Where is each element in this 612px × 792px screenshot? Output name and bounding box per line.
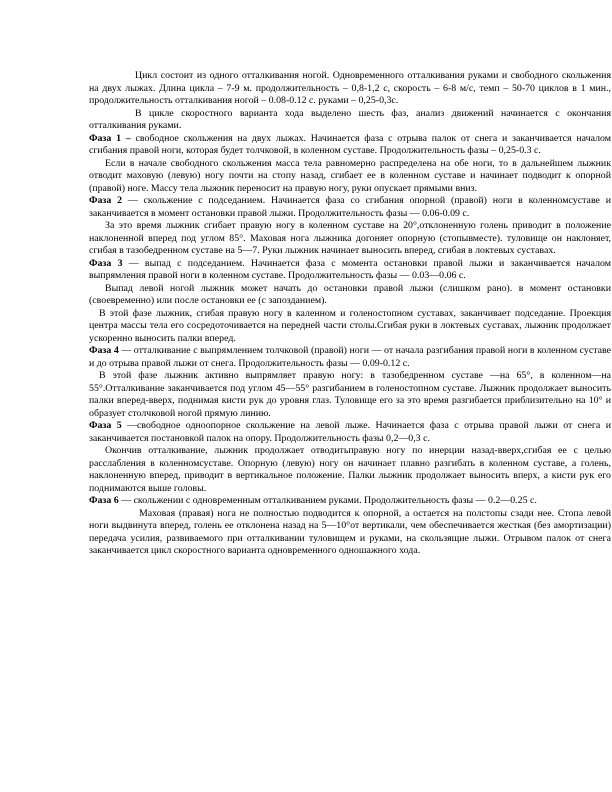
phase-4-description: В этой фазе лыжник активно выпрямляет правую ногу: в тазобедренном суставе —на 65°, в коленном—на 55°.Отталкивание заканчивается под углом 45—55° разгибанием в голеностопном суставе. Лыжник продолжает выносить палки вперед-вверх, поднимая кисти рук до уровня глаз. Туловище его за это время разгибается приблизительно на 10° и образует столчковой ногой прямую линию. xyxy=(89,370,611,419)
phase-2-description: За это время лыжник сгибает правую ногу в коленном суставе на 20°,отклоненную голень приводит в положение наклоненной вперед под углом 85°. Маховая нога лыжника догоняет опорную (стопывместе). туловище он наклоняет, сгибая в тазобедренном суставе на 5—7. Руки лыжник начинает выносить вперед, сгибая в локтевых суставах. xyxy=(89,220,611,256)
phase-5-paragraph: Фаза 5 —свободное одноопорное скольжение на левой лыже. Начинается фаза с отрыва правой лыжи от снега и заканчивается постановкой палок на опору. Продолжительность фазы 0,2—0,3 с. xyxy=(89,420,611,444)
phase-4-paragraph: Фаза 4 — отталкивание с выпрямлением толчковой (правой) ноги — от начала разгибания правой ноги в коленном суставе и до отрыва правой лыжи от снега. Продолжительность фазы — 0.09-0.12 с. xyxy=(89,345,612,369)
phase-5-heading: Фаза 5 xyxy=(89,420,122,431)
phase-2-paragraph: Фаза 2 — скольжение с подседанием. Начинается фаза со сгибания опорной (правой) ноги в коленномсуставе и заканчивается в момент остановки правой лыжи. Продолжительность фазы — 0.06-0.09 с. xyxy=(89,195,612,219)
phase-1-paragraph: Фаза 1 – свободное скольжения на двух лыжах. Начинается фаза с отрыва палок от снега и заканчивается началом сгибания правой ноги, которая будет толчковой, в коленном суставе. Продолжительность фазы – 0,25-0.3 с. xyxy=(89,132,611,156)
phase-1-heading: Фаза 1 – xyxy=(89,132,131,144)
phase-3-description: Выпад левой ногой лыжник может начать до остановки правой лыжи (слишком рано). в момент остановки (своевременно) или после остановки ее (с запозданием). xyxy=(89,282,611,306)
phase-5-description: Окончив отталкивание, лыжник продолжает отводитьправую ногу по инерции назад-вверх,сгибая ее с целью расслабления в коленномсуставе. Опорную (левую) ногу он начинает плавно разгибать в коленном суставе, а голень, наклоненную вперед, приводит в вертикальное положение. Палки лыжник продолжает выносить вперх, а кисти рук его поднимаются выше головы. xyxy=(89,445,611,494)
phase-6-paragraph: Фаза 6 — скольжении с одновременным отталкиванием руками. Продолжительность фазы — 0.2—0.25 с. xyxy=(89,495,537,506)
phase-3-description-2: В этой фазе лыжник, сгибая правую ногу в каленном и голеностопном суставах, заканчивает подседание. Проекция центра массы тела его сосредоточивается на передней части столы.Сгибая руки в локтевых суставах, лыжник продолжает ускоренно выносить палки вперед. xyxy=(89,307,611,344)
phases-overview-paragraph: В цикле скоростного варианта хода выделено шесть фаз, анализ движений начинается с окончания отталкивания руками. xyxy=(89,107,611,131)
intro-paragraph: Цикл состоит из одного отталкивания ногой. Одновременного отталкивания руками и свободного скольжения на двух лыжах. Длина цикла – 7-9 м. продолжительность – 0,8-1,2 с, скорость – 6-8 м/с, темп – 50-70 циклов в 1 мин., продолжительность отталкивания ногой – 0.08-0.12 с. руками – 0,25-0,3с. xyxy=(89,70,611,106)
phase-6-description: Маховая (правая) нога не полностью подводится к опорной, а остается на полстопы сзади нее. Стопа левой ноги выдвинута вперед, голень ее отклонена назад на 5—10°от вертикали, чем обеспечивается жесткая (без амортизации) передача усилия, развиваемого при отталкивании туловищем и руками, на скользящие лыжи. Отрывом палок от снега заканчивается цикл скоростного варианта одновременного одношажного хода. xyxy=(89,507,611,556)
phase-1-description: Если в начале свободного скольжения масса тела равномерно распределена на обе ноги, то в дальнейшем лыжник отводит маховую (левую) ногу почти на стопу назад, сгибает ее в коленном суставе и начинает подводит к опорной (правой) ноге. Массу тела лыжник переносит на правую ногу, руки опускает прямыми вниз. xyxy=(89,157,611,194)
phase-6-heading: Фаза 6 xyxy=(89,495,119,506)
phase-2-heading: Фаза 2 xyxy=(89,195,123,206)
phase-4-heading: Фаза 4 xyxy=(89,345,119,356)
phase-3-heading: Фаза 3 xyxy=(89,257,123,269)
phase-3-paragraph: Фаза 3 — выпад с подседанием. Начинается фаза с момента остановки правой лыжи и заканчивается началом выпрямления правой ноги в коленном суставе. Продолжительность фазы — 0.03—0.06 с. xyxy=(89,257,611,281)
document-body xyxy=(89,70,611,558)
